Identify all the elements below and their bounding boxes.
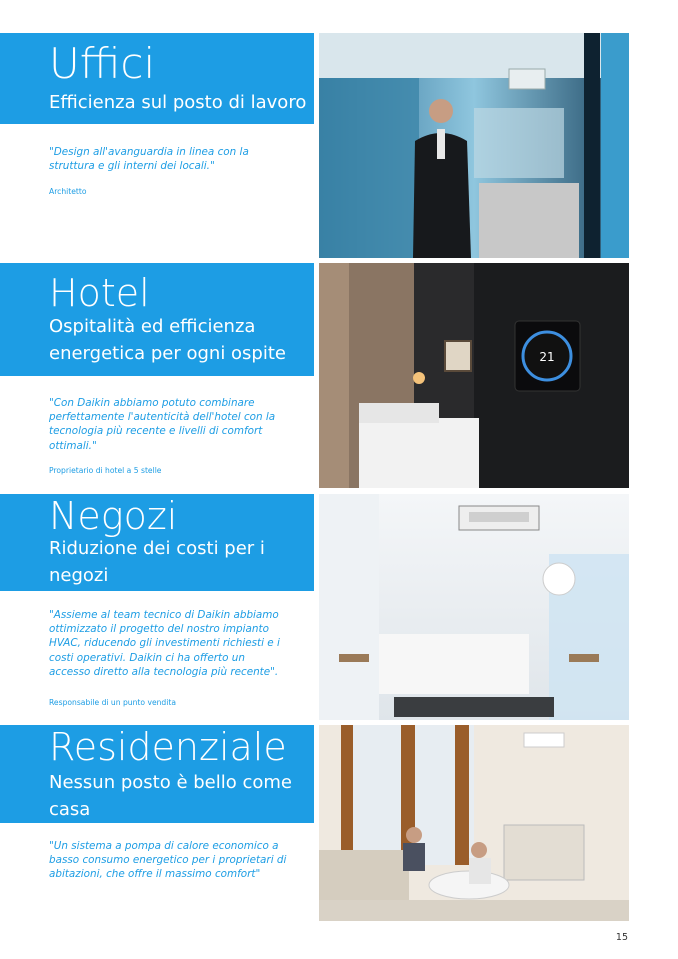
section-quote: "Assieme al team tecnico di Daikin abbiamo ottimizzato il progetto del nostro impianto HVAC, riducendo gli investimenti richiesti e i costi operativi. Daikin ci ha offerto un accesso diretto alla tecnologia più recente". — [49, 609, 280, 678]
section-subtitle: Efficienza sul posto di lavoro — [49, 92, 307, 113]
section-subtitle: Ospitalità ed efficienza energetica per ogni ospite — [49, 316, 286, 364]
section-title: Negozi — [49, 494, 178, 538]
section-band-negozi — [0, 494, 314, 591]
thermostat-display: 21 — [539, 350, 555, 364]
section-caption: Proprietario di hotel a 5 stelle — [49, 466, 162, 475]
section-quote: "Un sistema a pompa di calore economico a basso consumo energetico per i proprietari di abitazioni, che offre il massimo comfort" — [49, 840, 287, 881]
page-number: 15 — [615, 932, 628, 943]
section-subtitle: Nessun posto è bello come casa — [49, 772, 292, 820]
section-title: Uffici — [49, 39, 156, 88]
section-band-residenziale — [0, 725, 314, 823]
section-subtitle: Riduzione dei costi per i negozi — [49, 538, 265, 586]
shop-photo — [319, 494, 629, 720]
office-photo — [319, 33, 629, 258]
section-title: Residenziale — [49, 725, 287, 769]
section-caption: Responsabile di un punto vendita — [49, 698, 176, 707]
section-quote: "Con Daikin abbiamo potuto combinare perfettamente l'autenticità dell'hotel con la tecnologia più recente e livelli di comfort ottimali." — [49, 397, 276, 452]
section-title: Hotel — [49, 271, 150, 315]
section-band-hotel — [0, 263, 314, 376]
living-room-photo — [319, 725, 629, 921]
hotel-photo — [319, 263, 629, 488]
section-band-uffici — [0, 33, 314, 124]
section-quote: "Design all'avanguardia in linea con la struttura e gli interni dei locali." — [49, 146, 249, 173]
section-caption: Architetto — [49, 187, 87, 196]
